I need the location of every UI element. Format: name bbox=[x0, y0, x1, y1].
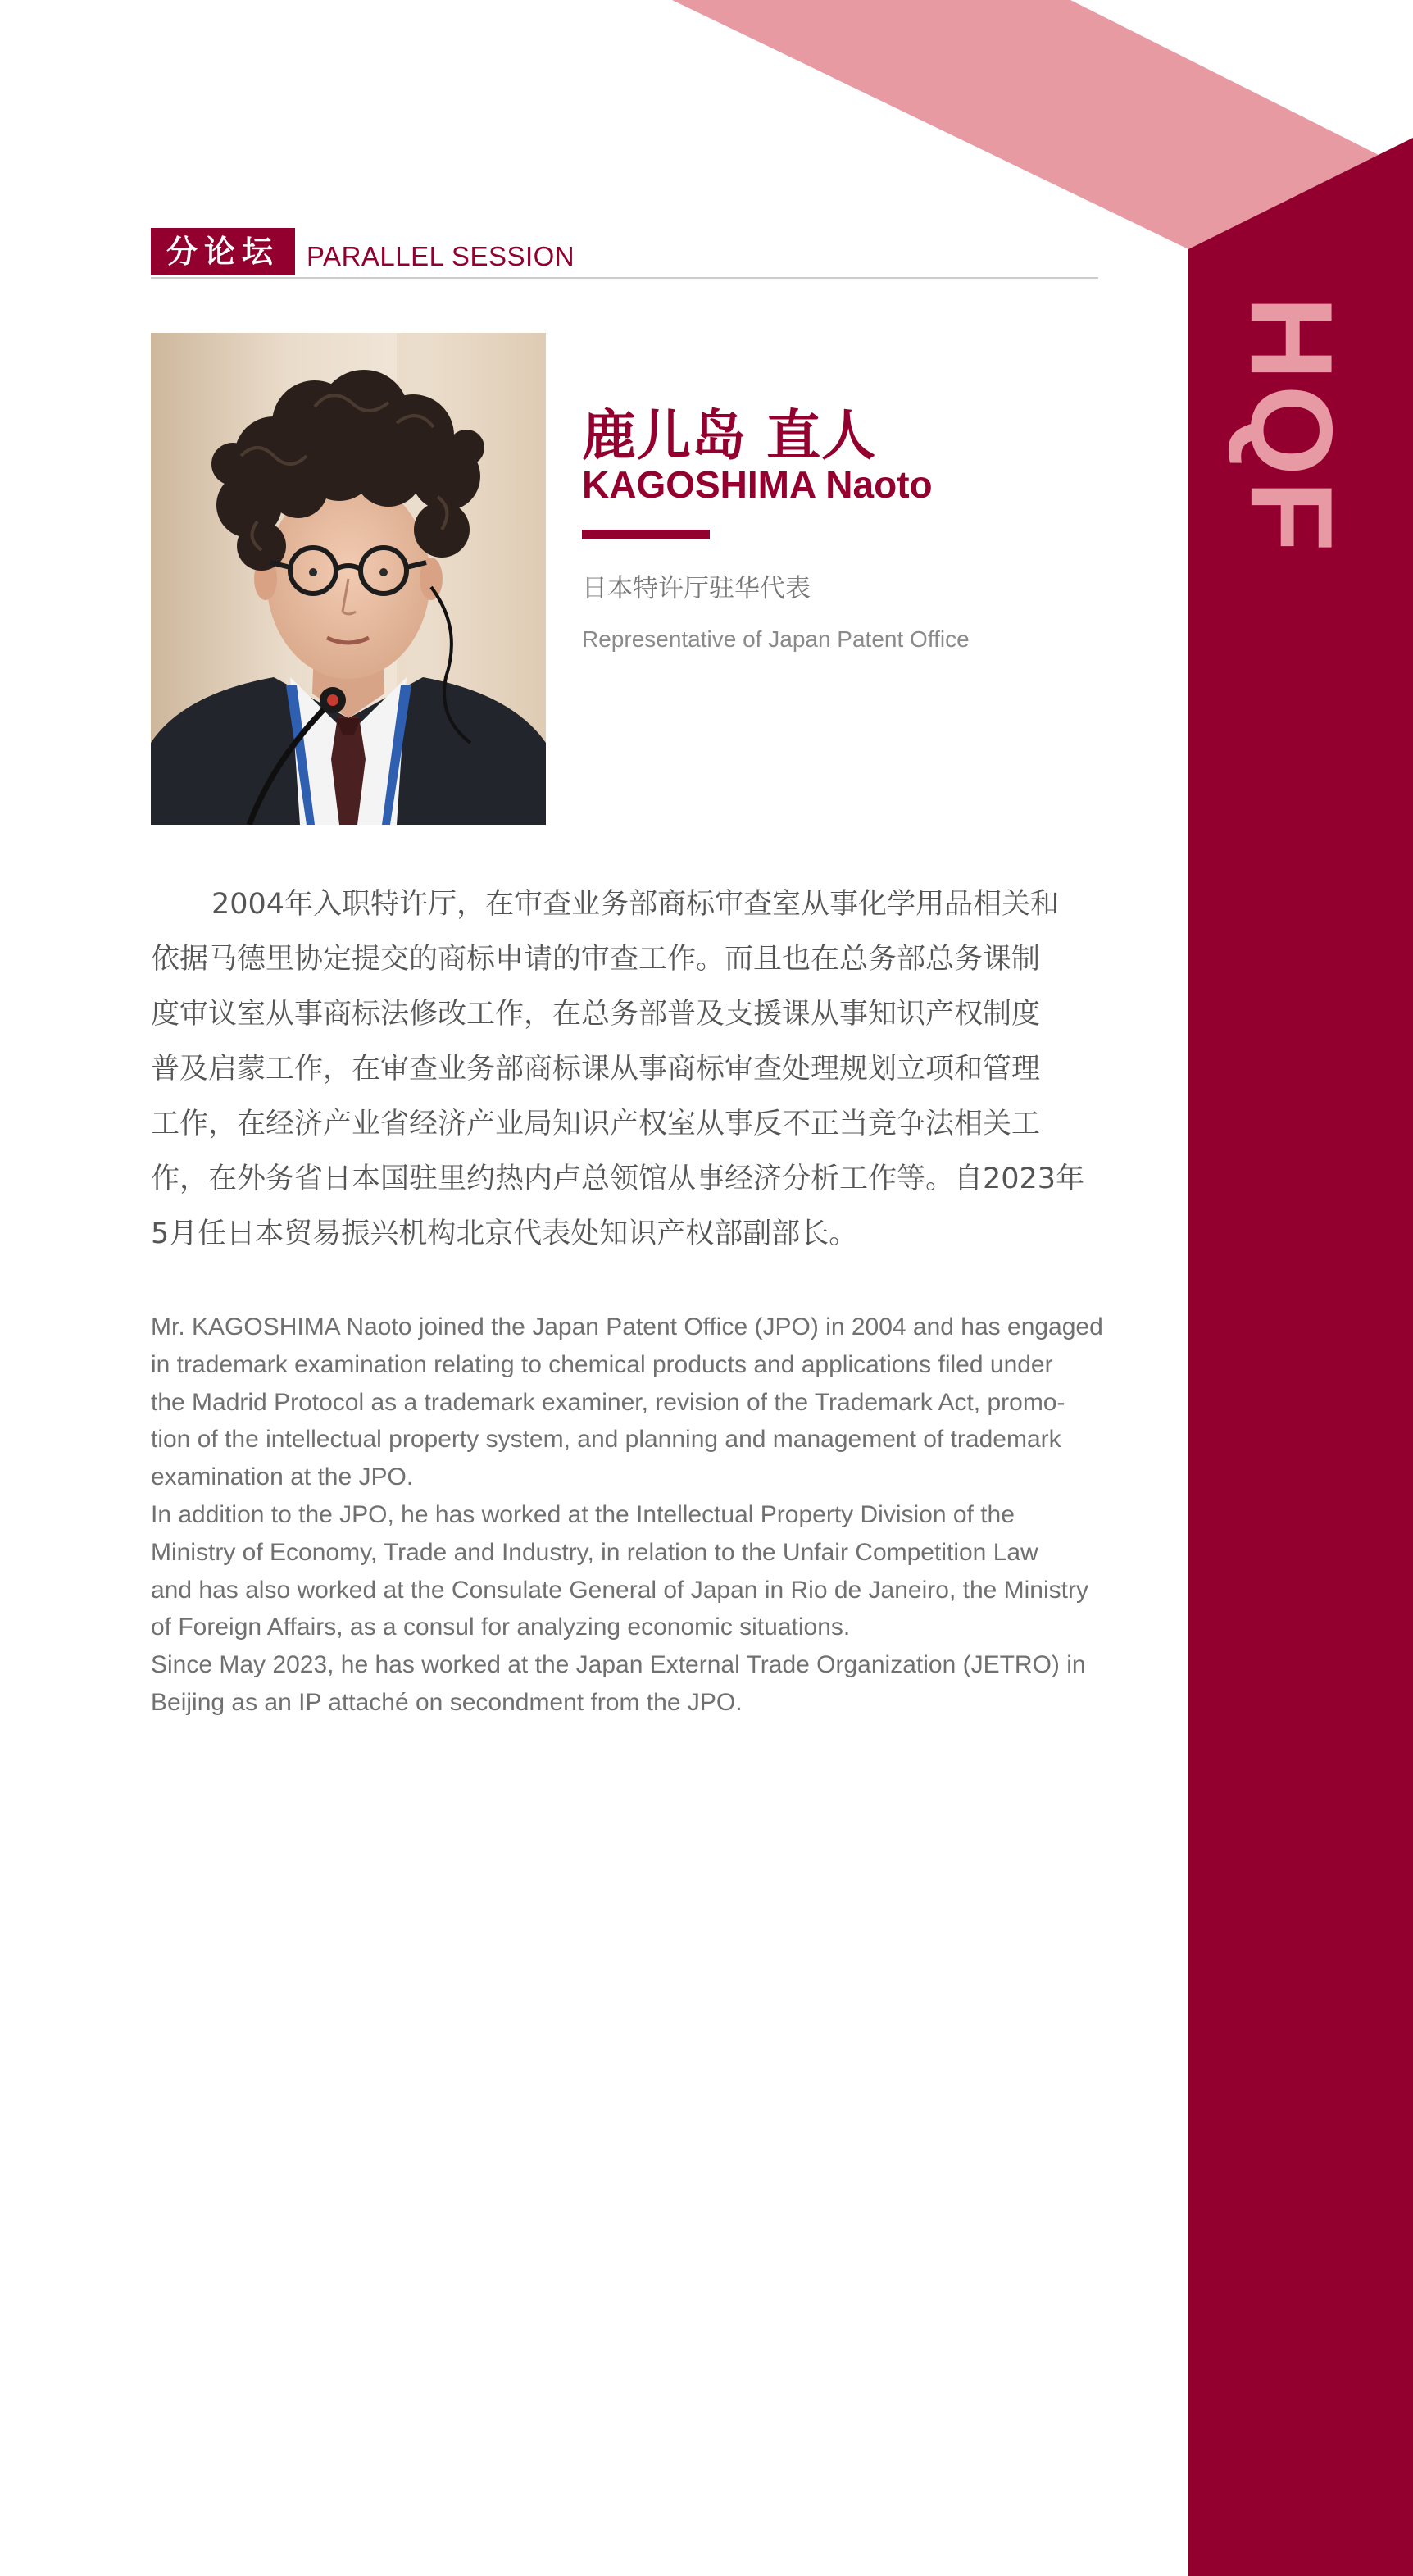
bio-cn-line: 度审议室从事商标法修改工作，在总务部普及支援课从事知识产权制度 bbox=[151, 998, 1041, 1031]
bio-cn-line: 5月任日本贸易振兴机构北京代表处知识产权部副部长。 bbox=[151, 1217, 858, 1250]
bio-cn-line: 依据马德里协定提交的商标申请的审查工作。而且也在总务部总务课制 bbox=[151, 943, 1041, 976]
bio-en-line: examination at the JPO. bbox=[151, 1463, 414, 1491]
portrait-illustration bbox=[151, 333, 546, 825]
session-header bbox=[151, 228, 1098, 279]
speaker-name-cn: 鹿儿岛 直人 bbox=[582, 404, 876, 467]
speaker-title-en: Representative of Japan Patent Office bbox=[582, 626, 970, 652]
bio-en-line: and has also worked at the Consulate General of Japan in Rio de Janeiro, the Ministry bbox=[151, 1576, 1088, 1604]
bio-en-line: of Foreign Affairs, as a consul for analyzing economic situations. bbox=[151, 1613, 851, 1641]
speaker-title-cn: 日本特许厅驻华代表 bbox=[582, 574, 811, 603]
biography-chinese bbox=[151, 877, 1143, 1262]
bio-cn-line: 作，在外务省日本国驻里约热内卢总领馆从事经济分析工作等。自2023年 bbox=[151, 1163, 1085, 1195]
bio-cn-line: 普及启蒙工作，在审查业务部商标课从事商标审查处理规划立项和管理 bbox=[151, 1053, 1041, 1085]
bio-en-line: In addition to the JPO, he has worked at the Intellectual Property Division of the bbox=[151, 1500, 1015, 1528]
session-tag: 分论坛 bbox=[151, 228, 295, 275]
bio-en-line: Beijing as an IP attaché on secondment from the JPO. bbox=[151, 1688, 743, 1716]
bio-en-line: in trademark examination relating to chemical products and applications filed under bbox=[151, 1350, 1053, 1378]
brand-band-text bbox=[1226, 295, 1356, 558]
biography-english bbox=[151, 1308, 1143, 1722]
brand-logo-text: HQF bbox=[1226, 296, 1356, 557]
bio-en-line: the Madrid Protocol as a trademark examiner, revision of the Trademark Act, promo- bbox=[151, 1388, 1065, 1416]
bio-cn-line: 2004年入职特许厅，在审查业务部商标审查室从事化学用品相关和 bbox=[211, 888, 1060, 921]
bio-en-line: Since May 2023, he has worked at the Japan External Trade Organization (JETRO) in bbox=[151, 1651, 1086, 1679]
bio-en-line: tion of the intellectual property system, and planning and management of trademark bbox=[151, 1426, 1061, 1454]
bio-cn-line: 工作，在经济产业省经济产业局知识产权室从事反不正当竞争法相关工 bbox=[151, 1108, 1041, 1140]
speaker-name-en: KAGOSHIMA Naoto bbox=[582, 463, 933, 506]
bio-en-line: Ministry of Economy, Trade and Industry, in relation to the Unfair Competition Law bbox=[151, 1538, 1038, 1566]
session-label: PARALLEL SESSION bbox=[307, 241, 575, 271]
bio-en-line: Mr. KAGOSHIMA Naoto joined the Japan Patent Office (JPO) in 2004 and has engaged bbox=[151, 1313, 1103, 1340]
name-accent-bar bbox=[582, 530, 710, 539]
speaker-portrait bbox=[151, 333, 546, 825]
